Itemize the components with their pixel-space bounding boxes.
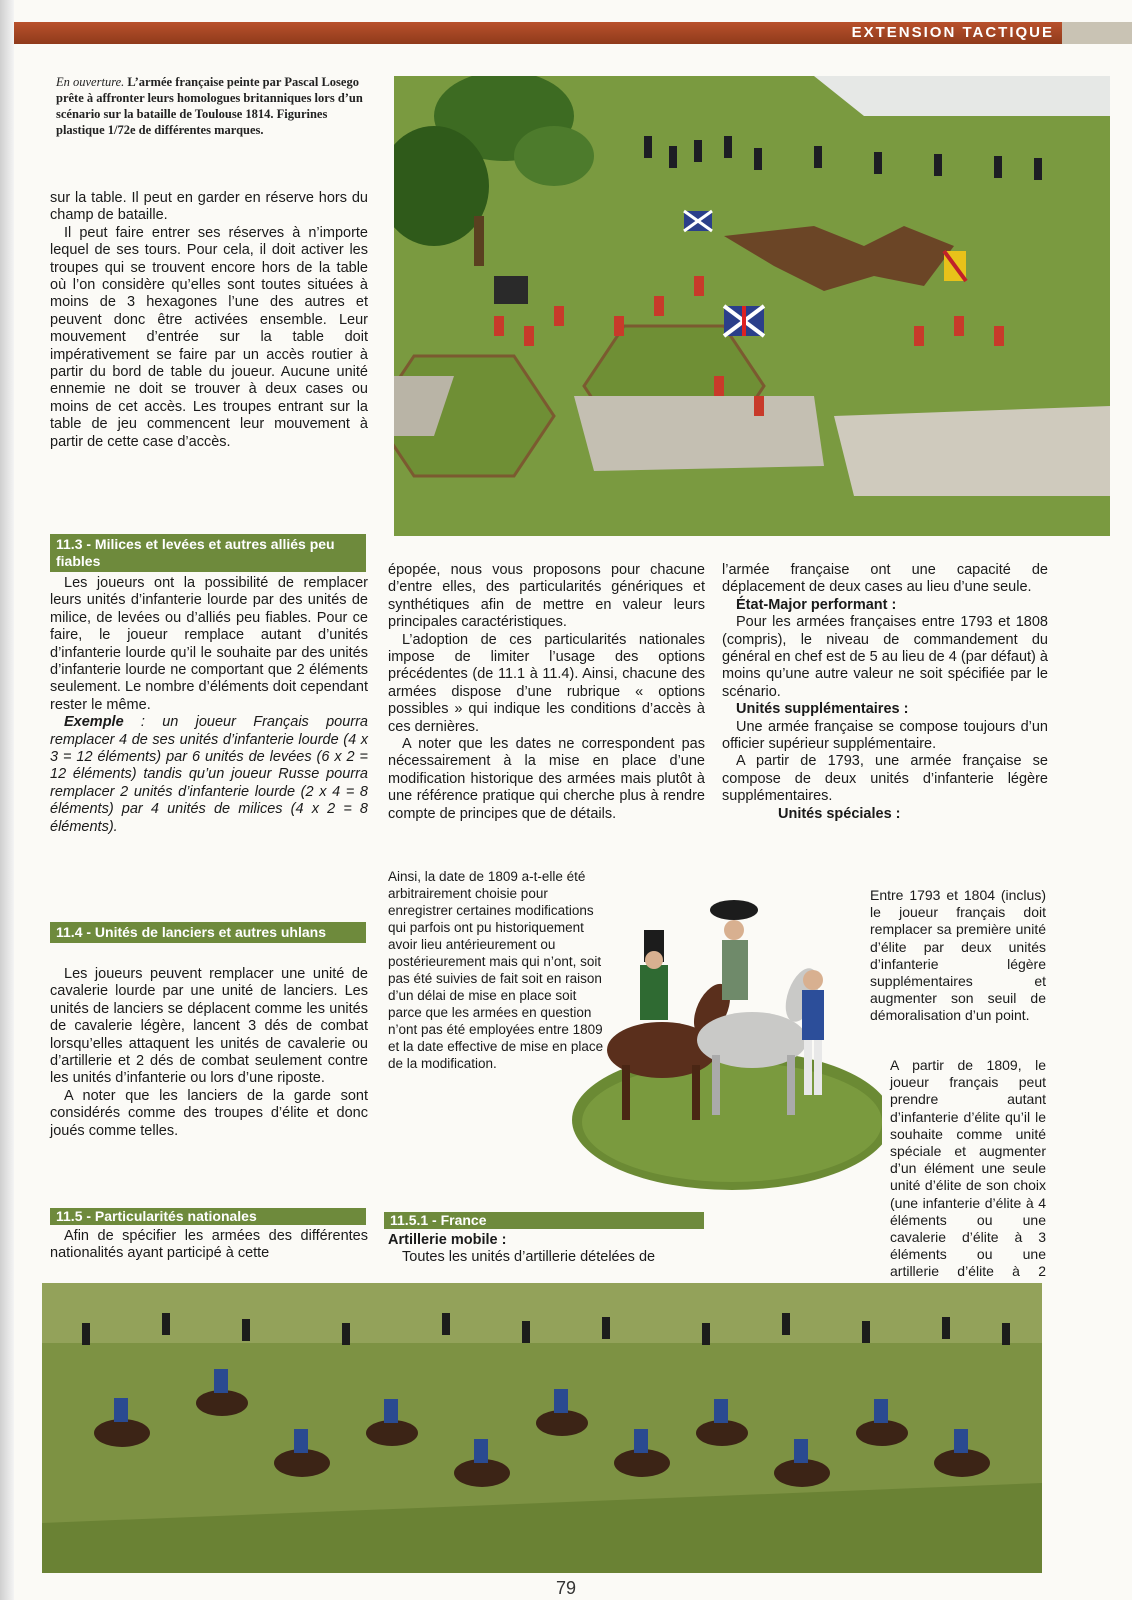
photo-caption <box>56 74 378 138</box>
section-heading-11-4: 11.4 - Unités de lanciers et autres uhlans <box>50 922 366 943</box>
left-column-section-11-3 <box>50 575 368 836</box>
left-paragraph-2: Il peut faire entrer ses réserves à n’importe lequel de ses tours. Pour cela, il doit activer les troupes qui se trouvent encore hors de la table où l’on considère qu’elles sont toutes situées à moins de 3 hexagones l’une des autres et peuvent donc être activées ensemble. Leur mouvement d’entrée sur la table doit impérativement se faire par un accès routier à partir du bord de table du joueur. Aucune unité ennemie ne doit se trouver à deux cases ou moins de cet accès. Les troupes entrant sur la table de jeu commencent leur mouvement à partir de cette case d’accès. <box>50 224 368 450</box>
middle-column-top <box>388 562 705 823</box>
officers-illustration <box>552 870 882 1200</box>
mid-paragraph-3: A noter que les dates ne correspondent pas nécessairement à la mise en place d’une modification historique des armées mais plutôt à une référence pratique qui cherche plus à rendre compte de principes que de détails. <box>388 736 705 822</box>
mid-paragraph-2: L’adoption de ces particularités nationales impose de limiter l’usage des options précédentes (de 11.1 à 11.4). Ainsi, chacune des armées dispose d’une rubrique « options possibles » qui indique les conditions d’accès à ces dernières. <box>388 631 705 735</box>
battlefield-illustration <box>394 76 1110 536</box>
page-gutter-shadow <box>0 0 14 1600</box>
right-column-top <box>722 562 1048 823</box>
caption-lead: En ouverture. <box>56 75 125 89</box>
left-column-section-11-5 <box>50 1228 368 1263</box>
section-heading-11-5-1: 11.5.1 - France <box>384 1212 704 1229</box>
subheading-unites-speciales: Unités spéciales : <box>778 805 901 822</box>
mid-paragraph-4: Ainsi, la date de 1809 a-t-elle été arbitrairement choisie pour enregistrer certaines modifications qui parfois ont pu historiquement avoir lieu antérieurement ou postérieurement mais qui n’ont, soit pas été suivies de fait soit en raison d’un délai de mise en place soit parce que les armées en question n’ont pas été employées entre 1809 et la date effective de mise en place de la modification. <box>388 869 604 1071</box>
right-wrapped-block-2 <box>890 1057 1046 1298</box>
right-paragraph-2: Pour les armées françaises entre 1793 et 1808 (compris), le niveau de commandement du général en chef est de 5 au lieu de 4 (par défaut) à moins qu’une autre valeur ne soit spécifiée par le scénario. <box>722 614 1048 700</box>
caption-text: L’armée française peinte par Pascal Losego prête à affronter leurs homologues britanniques lors d’un scénario sur la bataille de Toulouse 1814. Figurines plastique 1/72e de différentes marques. <box>56 75 363 137</box>
right-paragraph-4: A partir de 1793, une armée française se compose de deux unités d’infanterie légère supplémentaires. <box>722 753 1048 805</box>
example-text: : un joueur Français pourra remplacer 4 de ses unités d’infanterie lourde (4 x 3 = 12 éléments) par 6 unités de levées (6 x 2 = 12 éléments) tandis qu’un joueur Russe pourra remplacer 2 unités d’infanterie lourde (2 x 4 = 8 éléments) par 4 unités de milices (4 x 2 = 8 éléments). <box>50 714 368 835</box>
right-wrapped-block <box>870 887 1046 1025</box>
mid-paragraph-1: épopée, nous vous proposons pour chacune d’entre elles, des particularités génériques et synthétiques afin de mettre en valeur leurs principales caractéristiques. <box>388 562 705 631</box>
subheading-unites-supplementaires: Unités supplémentaires : <box>736 701 909 718</box>
example-label: Exemple <box>64 714 124 731</box>
section-heading-11-5: 11.5 - Particularités nationales <box>50 1208 366 1225</box>
cavalry-illustration <box>42 1283 1042 1573</box>
battlefield-photo <box>394 76 1110 536</box>
left-paragraph-6: Afin de spécifier les armées des différentes nationalités ayant participé à cette <box>50 1228 368 1262</box>
left-column-top <box>50 190 368 451</box>
cavalry-photo <box>42 1283 1042 1573</box>
subheading-etat-major: État-Major performant : <box>736 596 897 613</box>
header-tab <box>1062 22 1132 44</box>
left-column-section-11-4 <box>50 966 368 1140</box>
section-heading-11-3: 11.3 - Milices et levées et autres alliés peu fiables <box>50 534 366 572</box>
header-bar <box>14 22 1132 44</box>
middle-column-bottom <box>388 1232 705 1267</box>
left-paragraph-5: A noter que les lanciers de la garde sont considérés comme des troupes d’élite et donc joués comme telles. <box>50 1087 368 1139</box>
page-number: 79 <box>555 1578 577 1598</box>
right-paragraph-6: A partir de 1809, le joueur français peut prendre autant d’infanterie d’élite qu’il le souhaite comme unité spéciale et augmenter d’un élément une seule unité d’élite de son choix (une infanterie d’élite à 4 éléments ou une cavalerie d’élite à 3 éléments ou une artillerie d’élite à 2 <box>890 1057 1046 1280</box>
mid-paragraph-5: Toutes les unités d’artillerie dételées de <box>402 1249 656 1266</box>
subheading-artillerie-mobile: Artillerie mobile : <box>388 1232 507 1248</box>
right-paragraph-5: Entre 1793 et 1804 (inclus) le joueur français doit remplacer sa première unité d’élite par deux unités d’infanterie légère supplémentaires et augmenter son seuil de démoralisation d’un point. <box>870 887 1046 1024</box>
left-paragraph-3: Les joueurs ont la possibilité de remplacer leurs unités d’infanterie lourde par des unités de milice, de levées ou d’alliés peu fiables. Pour ce faire, le joueur remplace autant d’unités d’infanterie lourde qu’il le souhaite par des unités d’infanterie lourde ne comportant que 2 éléments seulement. Le nombre d’éléments doit cependant rester le même. <box>50 575 368 713</box>
example-paragraph <box>50 714 368 836</box>
right-paragraph-1: l’armée française ont une capacité de déplacement de deux cases au lieu d’une seule. <box>722 562 1048 596</box>
left-paragraph-4: Les joueurs peuvent remplacer une unité de cavalerie lourde par une unité de lanciers. Les unités de lanciers se déplacent comme les unités de cavalerie légère, lancent 3 dés de combat lorsqu’elles attaquent les unités de cavalerie ou d’artillerie et 2 dés de combat seulement contre les unités d’infanterie ou lors d’une riposte. <box>50 966 368 1087</box>
right-paragraph-3: Une armée française se compose toujours d’un officier supérieur supplémentaire. <box>722 718 1048 753</box>
left-paragraph-1: sur la table. Il peut en garder en réserve hors du champ de bataille. <box>50 190 368 224</box>
mounted-officers-photo <box>552 870 882 1200</box>
header-title: EXTENSION TACTIQUE <box>851 24 1054 41</box>
